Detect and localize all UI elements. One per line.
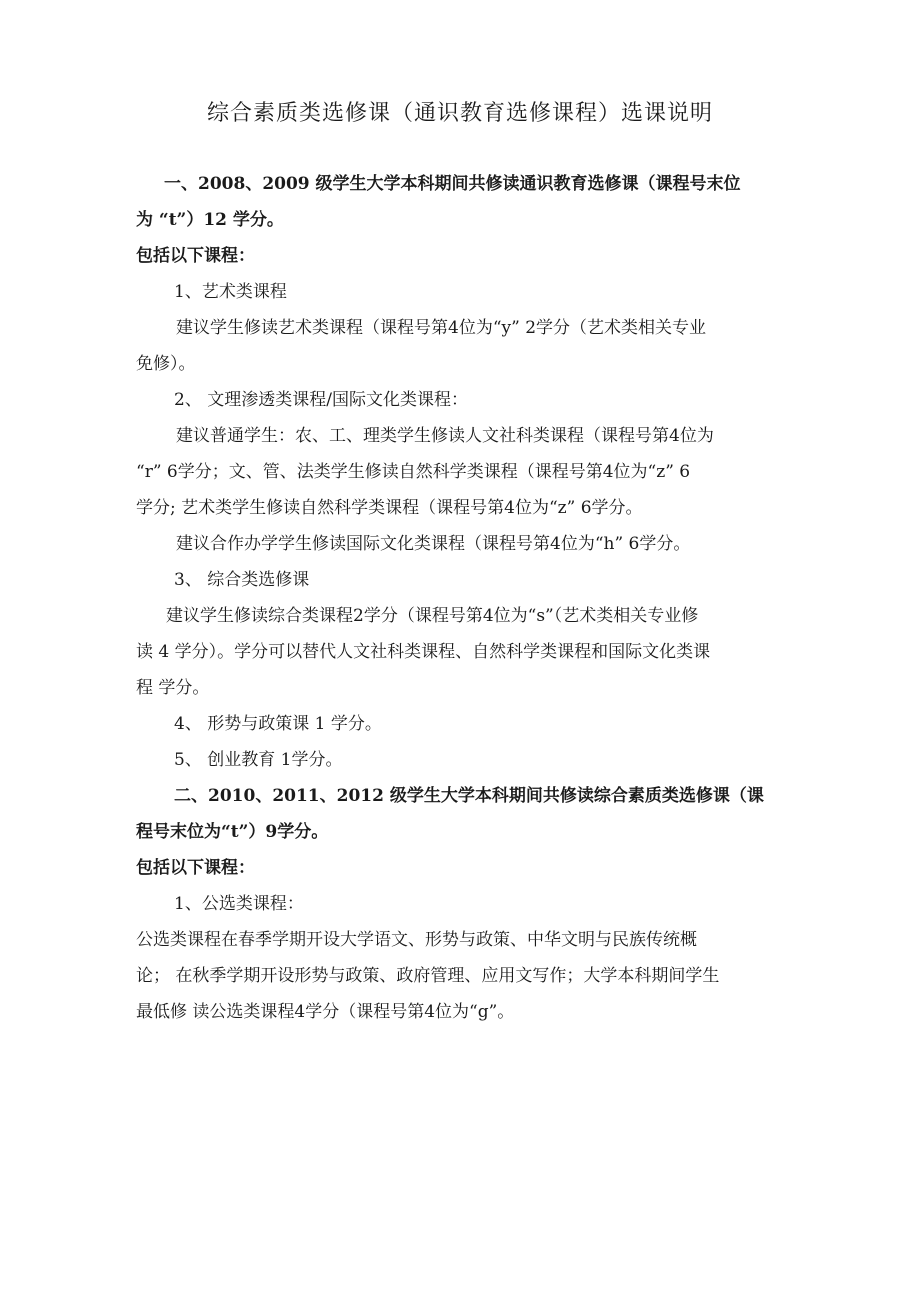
- section-1: [136, 166, 786, 778]
- section-2-item-1-line-3: 最低修 读公选类课程4学分（课程号第4位为“g”。: [136, 1002, 515, 1022]
- section-1-item-3-line-2: 读 4 学分）。学分可以替代人文社科类课程、自然科学类课程和国际文化类课: [136, 642, 711, 662]
- section-1-item-2-line-4: 建议合作办学学生修读国际文化类课程（课程号第4位为“h” 6学分。: [176, 534, 691, 554]
- section-1-item-2-line-1: 建议普通学生：农、工、理类学生修读人文社科类课程（课程号第4位为: [176, 426, 714, 446]
- section-1-item-3-line-3: 程 学分。: [136, 678, 210, 698]
- section-1-item-1-line-2: 免修）。: [136, 354, 196, 374]
- section-2-heading-line-1: 二、2010、2011、2012 级学生大学本科期间共修读综合素质类选修课（课: [174, 786, 764, 806]
- section-2-item-1-line-2: 论； 在秋季学期开设形势与政策、政府管理、应用文写作；大学本科期间学生: [136, 966, 720, 986]
- section-1-item-4: 4、 形势与政策课 1 学分。: [174, 714, 382, 734]
- section-1-heading-line-1: 一、2008、2009 级学生大学本科期间共修读通识教育选修课（课程号末位: [164, 174, 741, 194]
- section-1-item-3-title: 3、 综合类选修课: [174, 570, 310, 590]
- section-2-includes-label: 包括以下课程：: [136, 858, 255, 878]
- section-2: [136, 778, 786, 1030]
- section-1-item-2-line-2: “r” 6学分；文、管、法类学生修读自然科学类课程（课程号第4位为“z” 6: [136, 462, 691, 482]
- section-1-item-5: 5、 创业教育 1学分。: [174, 750, 343, 770]
- section-1-item-3-line-1: 建议学生修读综合类课程2学分（课程号第4位为“s”（艺术类相关专业修: [166, 606, 699, 626]
- section-1-heading-line-2: 为 “t”）12 学分。: [136, 210, 284, 230]
- section-2-item-1-line-1: 公选类课程在春季学期开设大学语文、形势与政策、中华文明与民族传统概: [136, 930, 697, 950]
- section-1-item-1-title: 1、艺术类课程: [174, 282, 287, 302]
- section-2-item-1-title: 1、公选类课程：: [174, 894, 304, 914]
- section-2-heading-line-2: 程号末位为“t”）9学分。: [136, 822, 329, 842]
- section-1-item-2-line-3: 学分; 艺术类学生修读自然科学类课程（课程号第4位为“z” 6学分。: [136, 498, 643, 518]
- section-1-item-1-line-1: 建议学生修读艺术类课程（课程号第4位为“y” 2学分（艺术类相关专业: [176, 318, 707, 338]
- page-title: 综合素质类选修课（通识教育选修课程）选课说明: [206, 101, 713, 126]
- section-1-item-2-title: 2、 文理渗透类课程/国际文化类课程：: [174, 390, 468, 410]
- section-1-includes-label: 包括以下课程：: [136, 246, 255, 266]
